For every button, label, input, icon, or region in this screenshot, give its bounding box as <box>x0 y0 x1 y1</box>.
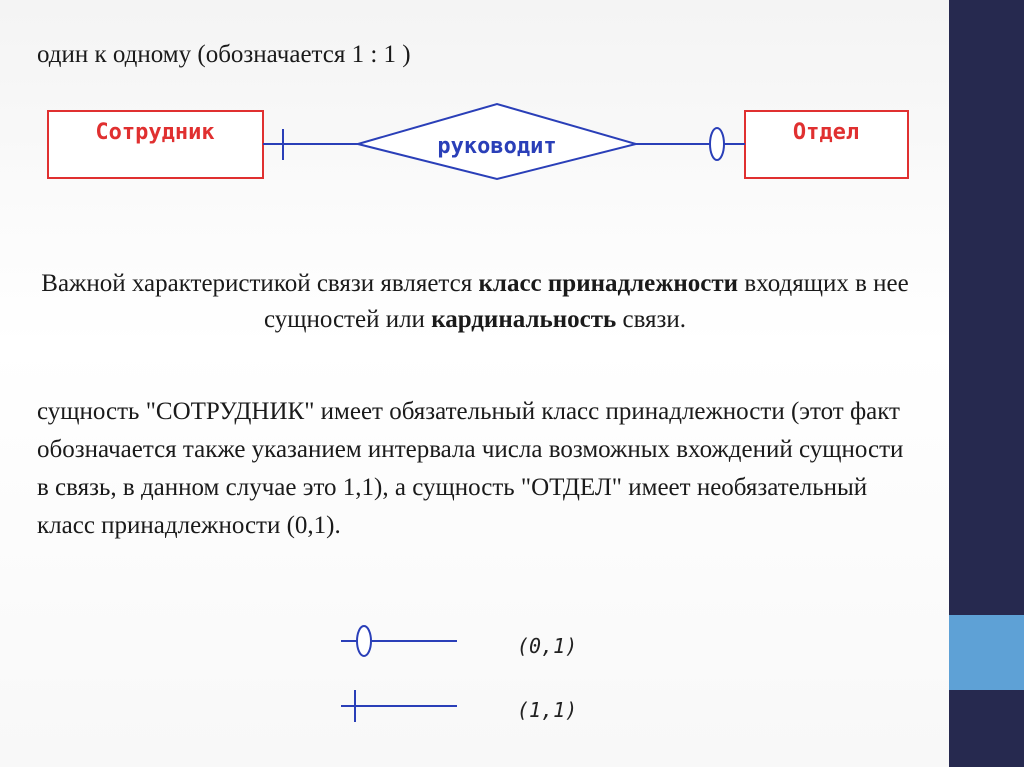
entity-label-employee: Сотрудник <box>95 120 215 145</box>
slide-heading: один к одному (обозначается 1 : 1 ) <box>37 41 411 68</box>
paragraph-cardinality <box>30 266 920 338</box>
side-accent-block <box>949 615 1024 690</box>
legend-optional-label: (0,1) <box>517 634 578 658</box>
term-cardinality: кардинальность <box>431 306 617 333</box>
legend-mandatory-label: (1,1) <box>517 698 578 722</box>
paragraph-example: сущность "СОТРУДНИК" имеет обязательный класс принадлежности (этот факт обозначается также указанием интервала числа возможных вхождений сущности в связь, в данном случае это 1,1), а сущность "ОТДЕЛ" имеет необязательный класс принадлежности (0,1). <box>37 398 904 539</box>
paragraph-cardinality-part1: Важной характеристикой связи является <box>41 270 479 297</box>
legend-optional-circle <box>357 626 371 656</box>
entity-label-department: Отдел <box>792 120 860 145</box>
optional-mark <box>710 128 724 160</box>
paragraph-cardinality-part3: связи. <box>616 306 687 333</box>
term-membership-class: класс принадлежности <box>478 270 739 297</box>
relationship-label: руководит <box>437 134 557 159</box>
paragraph-cardinality-part2: входящих в нее сущностей или <box>263 270 909 333</box>
